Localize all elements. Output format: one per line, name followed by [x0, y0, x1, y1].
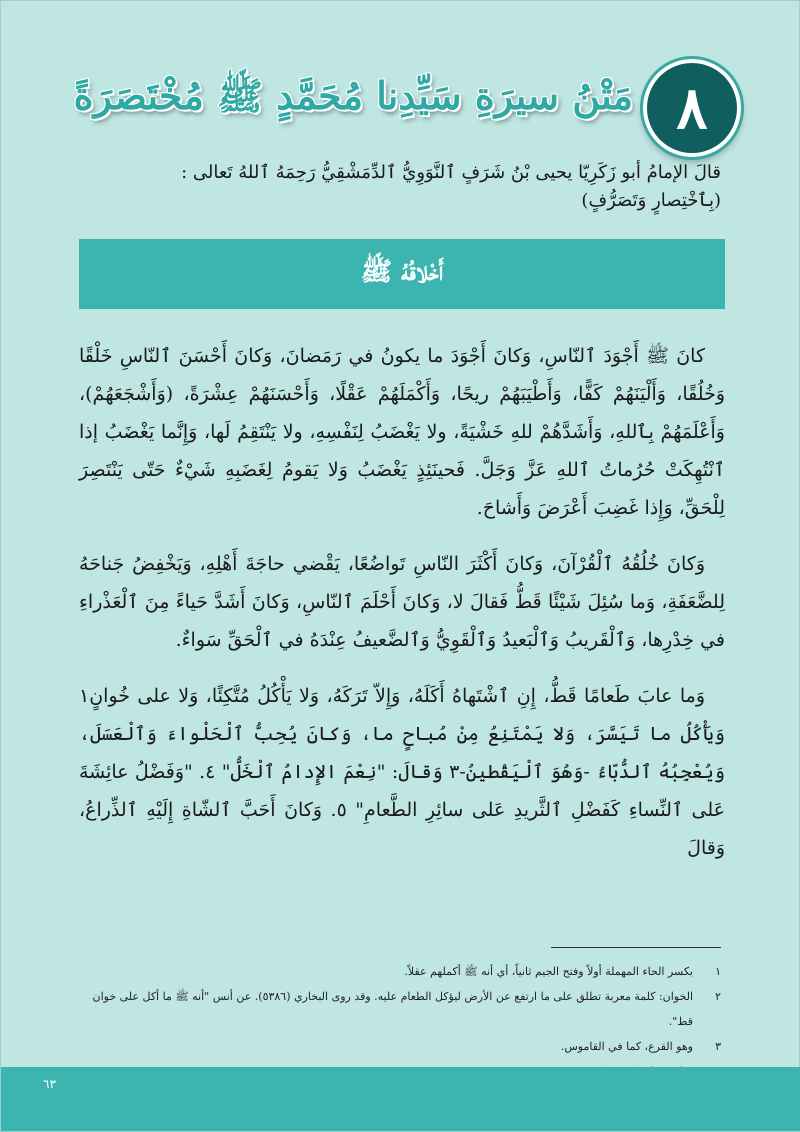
paragraph: كانَ ﷺ أَجْوَدَ ٱلنّاسِ، وَكانَ أَجْوَدَ ما يكونُ في رَمَضانَ، وَكانَ أَحْسَنَ ٱلنّاسِ خَلْقًا وَخُلُقًا، وَأَلْيَنَهُمْ كَفًّا، وَأَطْيَبَهُمْ ريحًا، وَأَكْمَلَهُمْ عَقْلًا، وَأَحْسَنَهُمْ عِشْرَةً، (وَأَشْجَعَهُمْ)، وَأَعْلَمَهُمْ بِٱللهِ، وَأَشَدَّهُمْ للهِ خَشْيَةً، ولا يَغْضَبُ لِنَفْسِهِ، ولا يَنْتَقِمُ لَها، وَإِنَّما يَغْضَبُ إذا ٱنْتُهِكَتْ حُرُماتُ ٱللهِ عَزَّ وَجَلَّ. فَحينَئِذٍ يَغْضَبُ وَلا يَقومُ لِغَضَبِهِ شَيْءٌ حَتّى يَنْتَصِرَ لِلْحَقِّ، وَإِذا غَضِبَ أَعْرَضَ وَأَشاحَ.	[79, 345, 725, 519]
footnote	[75, 984, 721, 1034]
chapter-number-badge	[643, 59, 741, 157]
section-title: أَخْلاقُهُ ﷺ	[360, 257, 444, 287]
chapter-number: ٨	[676, 74, 708, 142]
footnote	[75, 959, 721, 984]
paragraph: وَكانَ خُلُقُهُ ٱلْقُرْآنَ، وَكانَ أَكْثَرَ النّاسِ تَواضُعًا، يَقْضي حاجَةَ أَهْلِهِ، وَيَخْفِضُ جَناحَهُ لِلضَّعَفَةِ، وَما سُئِلَ شَيْئًا قَطُّ فَقالَ لا، وَكانَ أَحْلَمَ ٱلنّاسِ، وَكانَ أَشَدَّ حَياءً مِنَ ٱلْعَذْراءِ في خِدْرِها، وَٱلْقَريبُ وَٱلْبَعيدُ وَٱلْقَوِيُّ وَٱلضَّعيفُ عِنْدَهُ في ٱلْحَقِّ سَواءٌ.	[79, 553, 725, 651]
footnote-number: ١	[715, 965, 721, 978]
section-heading-bar	[79, 239, 725, 309]
paragraph: وَما عابَ طَعامًا قَطُّ، إِنِ ٱشْتَهاهُ أَكَلَهُ، وَإِلاّ تَرَكَهُ، وَلا يَأْكُلُ مُتَّكِئًا، وَلا على خُوانٍ١ وَيَأْكُلُ ما تَيَسَّرَ، وَلا يَمْتَنِعُ مِنْ مُباحٍ ما، وَكانَ يُحِبُّ ٱلْحَلْواءَ وَٱلْعَسَلَ، وَيُعْجِبُهُ ٱلدُّبّاءُ -وَهُوَ ٱلْيَقْطينُ-٣ وَقالَ: "نِعْمَ الإِدامُ ٱلْخَلُّ" ٤. "وَفَضْلُ عائِشَةَ عَلى ٱلنِّساءِ كَفَضْلِ ٱلثَّريدِ عَلى سائِرِ الطَّعامِ" ٥. وَكانَ أَحَبَّ ٱلشّاةِ إِلَيْهِ ٱلذِّراعُ، وَقالَ	[79, 685, 725, 859]
chapter-header	[71, 59, 741, 159]
footnote-number: ٣	[715, 1040, 721, 1053]
footnote	[75, 1034, 721, 1059]
chapter-title: مَتْنُ سيرَةِ سَيِّدِنا مُحَمَّدٍ ﷺ مُخْتَصَرَةً	[73, 73, 633, 118]
body-text	[79, 337, 725, 885]
attribution	[71, 159, 721, 215]
attribution-note: (بِٱخْتِصارٍ وَتَصَرُّفٍ)	[581, 190, 721, 211]
footnote-text: وهو القرع، كما في القاموس.	[560, 1040, 693, 1053]
footer-band	[1, 1067, 800, 1131]
footnote-text: الخوان: كلمة معربة تطلق على ما ارتفع عن الأرض ليؤكل الطعام عليه. وقد روى البخاري (٥٣٨٦). عن أنس "أنه ﷺ ما أكل على خوان قط".	[92, 990, 693, 1028]
page-number: ٦٣	[43, 1077, 56, 1091]
footnote-number: ٢	[715, 990, 721, 1003]
attribution-line: قالَ الإمامُ أبو زَكَرِيّا يحيى بْنُ شَرَفٍ ٱلنَّوَوِيُّ ٱلدِّمَشْقِيُّ رَحِمَهُ ٱللهُ تَعالى :	[181, 162, 721, 183]
footnote-divider	[551, 947, 721, 948]
footnote-text: بكسر الحاء المهملة أولاً وفتح الجيم ثانياً، أي أنه ﷺ أكملهم عقلاً.	[404, 965, 693, 978]
